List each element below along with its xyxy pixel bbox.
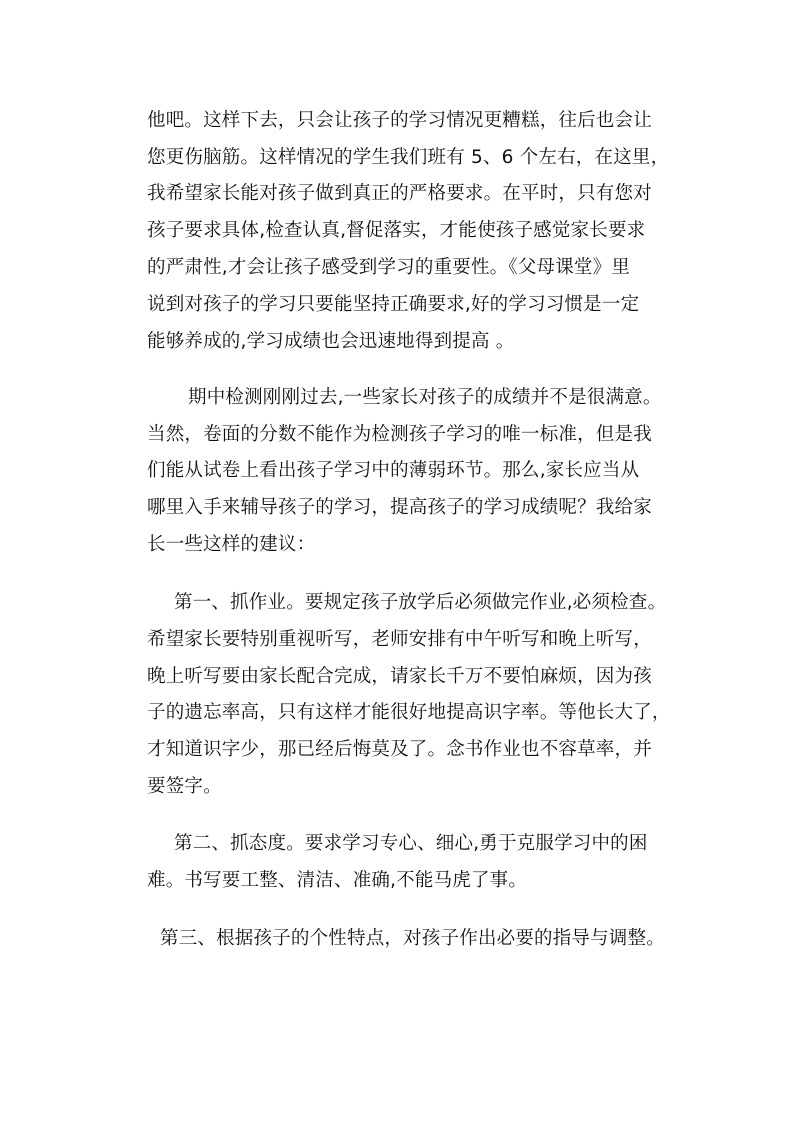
paragraph-3-line-5: 才知道识字少，那已经后悔莫及了。念书作业也不容草率，并 xyxy=(147,739,652,760)
paragraph-3-line-6: 要签字。 xyxy=(147,776,222,797)
paragraph-4-line-1: 第二、抓态度。要求学习专心、细心,勇于克服学习中的困 xyxy=(174,833,648,854)
paragraph-4-line-2: 难。书写要工整、清洁、准确,不能马虎了事。 xyxy=(147,870,528,891)
paragraph-1-line-7: 能够养成的,学习成绩也会迅速地得到提高 。 xyxy=(147,331,515,352)
paragraph-1-line-2: 您更伤脑筋。这样情况的学生我们班有 5、6 个左右，在这里， xyxy=(147,147,670,168)
paragraph-3-line-4: 子的遗忘率高，只有这样才能很好地提高识字率。等他长大了， xyxy=(147,702,671,723)
paragraph-1-line-5: 的严肃性,才会让孩子感受到学习的重要性。《父母课堂》里 xyxy=(147,257,631,278)
paragraph-3-line-3: 晚上听写要由家长配合完成，请家长千万不要怕麻烦，因为孩 xyxy=(147,666,652,687)
paragraph-2-line-4: 哪里入手来辅导孩子的学习，提高孩子的学习成绩呢？我给家 xyxy=(147,497,652,518)
paragraph-1-line-4: 孩子要求具体,检查认真,督促落实，才能使孩子感觉家长要求 xyxy=(147,220,646,241)
paragraph-2-line-5: 长一些这样的建议： xyxy=(147,534,316,555)
paragraph-3-line-1: 第一、抓作业。要规定孩子放学后必须做完作业,必须检查。 xyxy=(174,592,667,613)
paragraph-3-line-2: 希望家长要特别重视听写，老师安排有中午听写和晚上听写， xyxy=(147,629,652,650)
paragraph-1-line-6: 说到对孩子的学习只要能坚持正确要求,好的学习习惯是一定 xyxy=(147,294,640,315)
paragraph-2-line-3: 们能从试卷上看出孩子学习中的薄弱环节。那么,家长应当从 xyxy=(147,460,640,481)
paragraph-5-line-1: 第三、根据孩子的个性特点，对孩子作出必要的指导与调整。 xyxy=(160,928,665,949)
paragraph-1-line-3: 我希望家长能对孩子做到真正的严格要求。在平时，只有您对 xyxy=(147,183,652,204)
paragraph-1-line-1: 他吧。这样下去，只会让孩子的学习情况更糟糕，往后也会让 xyxy=(147,110,652,131)
paragraph-2-line-1: 期中检测刚刚过去,一些家长对孩子的成绩并不是很满意。 xyxy=(188,387,662,408)
paragraph-2-line-2: 当然，卷面的分数不能作为检测孩子学习的唯一标准，但是我 xyxy=(147,424,652,445)
